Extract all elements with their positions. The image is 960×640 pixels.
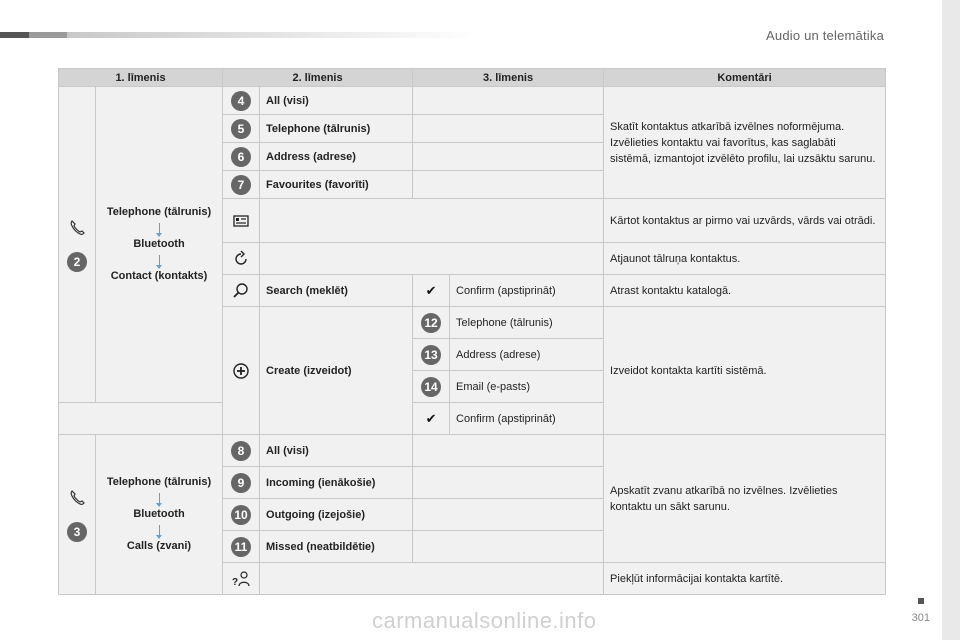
header-comments: Komentāri: [604, 69, 886, 87]
path-arrow: [159, 255, 160, 267]
sort-contacts-icon[interactable]: [231, 211, 251, 231]
menu-table: [58, 68, 886, 595]
submenu-email[interactable]: Email (e-pasts): [450, 371, 604, 403]
comment-display-contacts: Skatīt kontaktus atkarībā izvēlnes noformējuma. Izvēlieties kontaktu vai favorītus, kas saglabāti sistēmā, izmantojot izvēlēto profilu, lai uzsāktu sarunu.: [604, 87, 886, 199]
table-header-row: [59, 69, 886, 87]
comment-sort: Kārtot kontaktus ar pirmo vai uzvārds, vārds vai otrādi.: [604, 199, 886, 243]
submenu-telephone[interactable]: Telephone (tālrunis): [450, 307, 604, 339]
badge-7: 7: [231, 175, 251, 195]
refresh-icon[interactable]: [231, 249, 251, 269]
menu-item-favourites[interactable]: Favourites (favorīti): [260, 171, 413, 199]
comment-refresh: Atjaunot tālruņa kontaktus.: [604, 243, 886, 275]
path-step-bluetooth: Bluetooth: [133, 238, 185, 250]
comment-create: Izveidot kontakta kartīti sistēmā.: [604, 307, 886, 435]
level1-badge-2: 2: [67, 252, 87, 272]
submenu-confirm[interactable]: Confirm (apstiprināt): [450, 275, 604, 307]
section-title: Audio un telemātika: [766, 28, 884, 43]
side-strip: [942, 0, 960, 640]
header-level-3: 3. līmenis: [413, 69, 604, 87]
phone-handset-icon: [67, 488, 87, 508]
page-marker: [918, 598, 924, 604]
comment-search: Atrast kontaktu katalogā.: [604, 275, 886, 307]
level1-path-calls: [96, 435, 223, 595]
menu-item-all-calls[interactable]: All (visi): [260, 435, 413, 467]
badge-10: 10: [231, 505, 251, 525]
level1-badge-3: 3: [67, 522, 87, 542]
badge-14: 14: [421, 377, 441, 397]
path-step-telephone: Telephone (tālrunis): [106, 206, 212, 218]
menu-item-telephone[interactable]: Telephone (tālrunis): [260, 115, 413, 143]
menu-item-all[interactable]: All (visi): [260, 87, 413, 115]
menu-item-missed[interactable]: Missed (neatbildētie): [260, 531, 413, 563]
badge-8: 8: [231, 441, 251, 461]
path-arrow: [159, 525, 160, 537]
path-step-contact: Contact (kontakts): [110, 270, 208, 282]
menu-item-address[interactable]: Address (adrese): [260, 143, 413, 171]
level1-telephone-cell: [59, 87, 96, 403]
menu-item-search[interactable]: Search (meklēt): [260, 275, 413, 307]
checkmark-icon: ✔: [425, 410, 437, 426]
page-number: 301: [911, 612, 930, 624]
checkmark-icon: ✔: [425, 282, 437, 298]
badge-4: 4: [231, 91, 251, 111]
table-row: [59, 435, 886, 467]
path-arrow: [159, 223, 160, 235]
comment-contact-info: Piekļūt informācijai kontakta kartītē.: [604, 563, 886, 595]
phone-handset-icon: [67, 218, 87, 238]
badge-12: 12: [421, 313, 441, 333]
level1-path-telephone: [96, 87, 223, 403]
header-level-2: 2. līmenis: [223, 69, 413, 87]
menu-item-incoming[interactable]: Incoming (ienākošie): [260, 467, 413, 499]
table-row: [59, 87, 886, 115]
add-circle-icon[interactable]: [231, 361, 251, 381]
badge-9: 9: [231, 473, 251, 493]
submenu-confirm[interactable]: Confirm (apstiprināt): [450, 403, 604, 435]
header-level-1: 1. līmenis: [59, 69, 223, 87]
badge-11: 11: [231, 537, 251, 557]
search-icon[interactable]: [231, 281, 251, 301]
comment-calls: Apskatīt zvanu atkarībā no izvēlnes. Izvēlieties kontaktu un sākt sarunu.: [604, 435, 886, 563]
path-arrow: [159, 493, 160, 505]
watermark: carmanualsonline.info: [372, 608, 597, 633]
menu-item-outgoing[interactable]: Outgoing (izejošie): [260, 499, 413, 531]
submenu-address[interactable]: Address (adrese): [450, 339, 604, 371]
header-stripe: [0, 32, 480, 38]
badge-13: 13: [421, 345, 441, 365]
level1-calls-cell: [59, 435, 96, 595]
badge-6: 6: [231, 147, 251, 167]
contact-info-icon[interactable]: [231, 569, 251, 589]
path-step-telephone: Telephone (tālrunis): [106, 476, 212, 488]
path-step-bluetooth: Bluetooth: [133, 508, 185, 520]
path-step-calls: Calls (zvani): [126, 540, 192, 552]
menu-item-create[interactable]: Create (izveidot): [260, 307, 413, 435]
badge-5: 5: [231, 119, 251, 139]
svg-text:?: ?: [232, 576, 239, 588]
